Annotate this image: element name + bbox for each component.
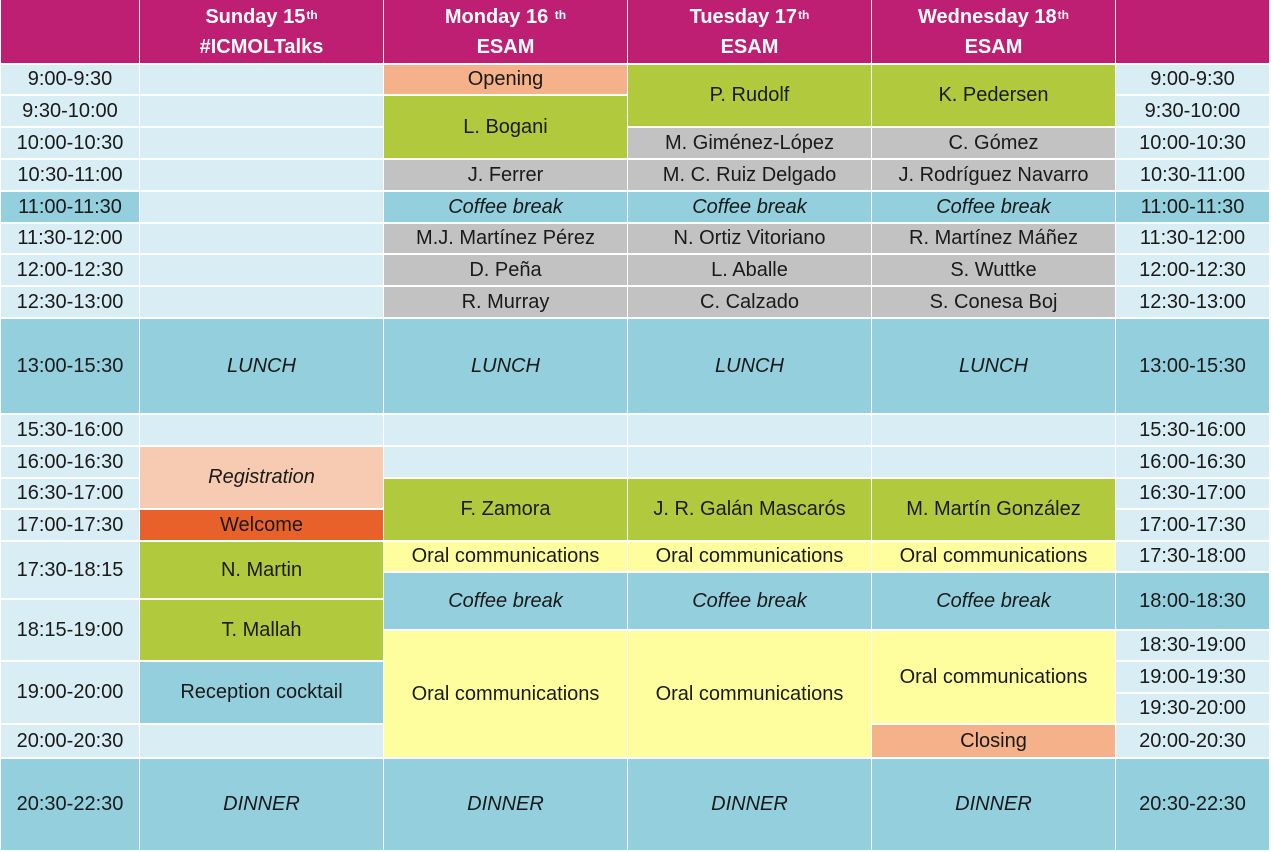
time-right: 18:30-19:00 (1116, 631, 1270, 662)
sunday-empty (140, 255, 384, 287)
time-right: 9:30-10:00 (1116, 96, 1270, 128)
wednesday-oral-communications: Oral communications (872, 542, 1116, 573)
monday-talk-ferrer: J. Ferrer (384, 160, 628, 192)
monday-talk-murray: R. Murray (384, 287, 628, 319)
monday-talk-martinez: M.J. Martínez Pérez (384, 224, 628, 255)
wednesday-dinner: DINNER (872, 759, 1116, 852)
time-right: 13:00-15:30 (1116, 319, 1270, 415)
monday-talk-bogani: L. Bogani (384, 96, 628, 160)
time-left: 18:15-19:00 (1, 600, 140, 662)
header-sunday-sup: th (306, 7, 318, 22)
time-left: 10:00-10:30 (1, 128, 140, 160)
time-right: 10:30-11:00 (1116, 160, 1270, 192)
tuesday-talk-ortiz: N. Ortiz Vitoriano (628, 224, 872, 255)
monday-coffee-break: Coffee break (384, 573, 628, 631)
time-right: 11:00-11:30 (1116, 192, 1270, 224)
tuesday-talk-aballe: L. Aballe (628, 255, 872, 287)
sunday-empty (140, 415, 384, 447)
sunday-empty (140, 725, 384, 759)
header-monday-day: Monday 16 (444, 5, 549, 28)
sunday-lunch: LUNCH (140, 319, 384, 415)
header-wednesday-sub: ESAM (964, 35, 1023, 58)
tuesday-talk-galan: J. R. Galán Mascarós (628, 479, 872, 542)
time-right: 12:00-12:30 (1116, 255, 1270, 287)
header-tuesday-sub: ESAM (720, 35, 779, 58)
time-right: 16:00-16:30 (1116, 447, 1270, 479)
wednesday-oral-communications: Oral communications (872, 631, 1116, 725)
header-corner-left (1, 0, 140, 65)
monday-oral-communications: Oral communications (384, 542, 628, 573)
time-left: 11:00-11:30 (1, 192, 140, 224)
time-right: 16:30-17:00 (1116, 479, 1270, 510)
time-left: 17:30-18:15 (1, 542, 140, 600)
time-left: 12:00-12:30 (1, 255, 140, 287)
time-left: 9:00-9:30 (1, 65, 140, 96)
monday-talk-zamora: F. Zamora (384, 479, 628, 542)
sunday-empty (140, 224, 384, 255)
tuesday-empty (628, 415, 872, 447)
wednesday-talk-gomez: C. Gómez (872, 128, 1116, 160)
sunday-talk-mallah: T. Mallah (140, 600, 384, 662)
tuesday-talk-rudolf: P. Rudolf (628, 65, 872, 128)
wednesday-lunch: LUNCH (872, 319, 1116, 415)
time-left: 16:30-17:00 (1, 479, 140, 510)
wednesday-talk-martin-gonzalez: M. Martín González (872, 479, 1116, 542)
monday-lunch: LUNCH (384, 319, 628, 415)
time-left: 16:00-16:30 (1, 447, 140, 479)
sunday-empty (140, 128, 384, 160)
time-right: 17:00-17:30 (1116, 510, 1270, 542)
time-left: 13:00-15:30 (1, 319, 140, 415)
tuesday-lunch: LUNCH (628, 319, 872, 415)
monday-talk-pena: D. Peña (384, 255, 628, 287)
tuesday-empty (628, 447, 872, 479)
wednesday-talk-pedersen: K. Pedersen (872, 65, 1116, 128)
header-tuesday (628, 0, 872, 65)
time-right: 18:00-18:30 (1116, 573, 1270, 631)
sunday-reception: Reception cocktail (140, 662, 384, 725)
time-left: 10:30-11:00 (1, 160, 140, 192)
monday-opening: Opening (384, 65, 628, 96)
wednesday-talk-rodriguez: J. Rodríguez Navarro (872, 160, 1116, 192)
monday-dinner: DINNER (384, 759, 628, 852)
wednesday-coffee-break: Coffee break (872, 192, 1116, 224)
time-right: 12:30-13:00 (1116, 287, 1270, 319)
time-right: 20:30-22:30 (1116, 759, 1270, 852)
header-tuesday-day: Tuesday 17 (689, 5, 798, 28)
time-left: 15:30-16:00 (1, 415, 140, 447)
tuesday-dinner: DINNER (628, 759, 872, 852)
header-sunday-sub: #ICMOLTalks (199, 35, 324, 58)
time-right: 11:30-12:00 (1116, 224, 1270, 255)
time-left: 20:00-20:30 (1, 725, 140, 759)
time-right: 19:00-19:30 (1116, 662, 1270, 694)
schedule-table (1, 0, 1270, 852)
time-right: 10:00-10:30 (1116, 128, 1270, 160)
time-right: 19:30-20:00 (1116, 694, 1270, 725)
tuesday-talk-calzado: C. Calzado (628, 287, 872, 319)
wednesday-talk-wuttke: S. Wuttke (872, 255, 1116, 287)
tuesday-oral-communications: Oral communications (628, 631, 872, 759)
monday-empty (384, 447, 628, 479)
tuesday-talk-gimenez: M. Giménez-López (628, 128, 872, 160)
wednesday-talk-conesa: S. Conesa Boj (872, 287, 1116, 319)
header-wednesday-sup: th (1057, 7, 1069, 22)
time-right: 17:30-18:00 (1116, 542, 1270, 573)
time-left: 9:30-10:00 (1, 96, 140, 128)
tuesday-coffee-break: Coffee break (628, 573, 872, 631)
time-right: 9:00-9:30 (1116, 65, 1270, 96)
time-left: 20:30-22:30 (1, 759, 140, 852)
sunday-empty (140, 192, 384, 224)
monday-coffee-break: Coffee break (384, 192, 628, 224)
header-sunday (140, 0, 384, 65)
sunday-welcome: Welcome (140, 510, 384, 542)
header-monday-sub: ESAM (476, 35, 535, 58)
time-right: 15:30-16:00 (1116, 415, 1270, 447)
header-wednesday-day: Wednesday 18 (918, 5, 1057, 28)
sunday-registration: Registration (140, 447, 384, 510)
sunday-dinner: DINNER (140, 759, 384, 852)
wednesday-closing: Closing (872, 725, 1116, 759)
time-left: 19:00-20:00 (1, 662, 140, 725)
sunday-empty (140, 65, 384, 96)
header-monday-sup: th (554, 7, 567, 22)
tuesday-coffee-break: Coffee break (628, 192, 872, 224)
tuesday-talk-ruiz: M. C. Ruiz Delgado (628, 160, 872, 192)
wednesday-coffee-break: Coffee break (872, 573, 1116, 631)
time-left: 12:30-13:00 (1, 287, 140, 319)
monday-oral-communications: Oral communications (384, 631, 628, 759)
header-monday (384, 0, 628, 65)
header-corner-right (1116, 0, 1270, 65)
header-wednesday (872, 0, 1116, 65)
sunday-empty (140, 96, 384, 128)
monday-empty (384, 415, 628, 447)
wednesday-empty (872, 415, 1116, 447)
sunday-empty (140, 160, 384, 192)
sunday-talk-martin: N. Martin (140, 542, 384, 600)
time-left: 17:00-17:30 (1, 510, 140, 542)
header-sunday-day: Sunday 15 (205, 5, 306, 28)
time-left: 11:30-12:00 (1, 224, 140, 255)
tuesday-oral-communications: Oral communications (628, 542, 872, 573)
time-right: 20:00-20:30 (1116, 725, 1270, 759)
header-tuesday-sup: th (798, 7, 810, 22)
sunday-empty (140, 287, 384, 319)
wednesday-talk-martinez-manez: R. Martínez Máñez (872, 224, 1116, 255)
wednesday-empty (872, 447, 1116, 479)
